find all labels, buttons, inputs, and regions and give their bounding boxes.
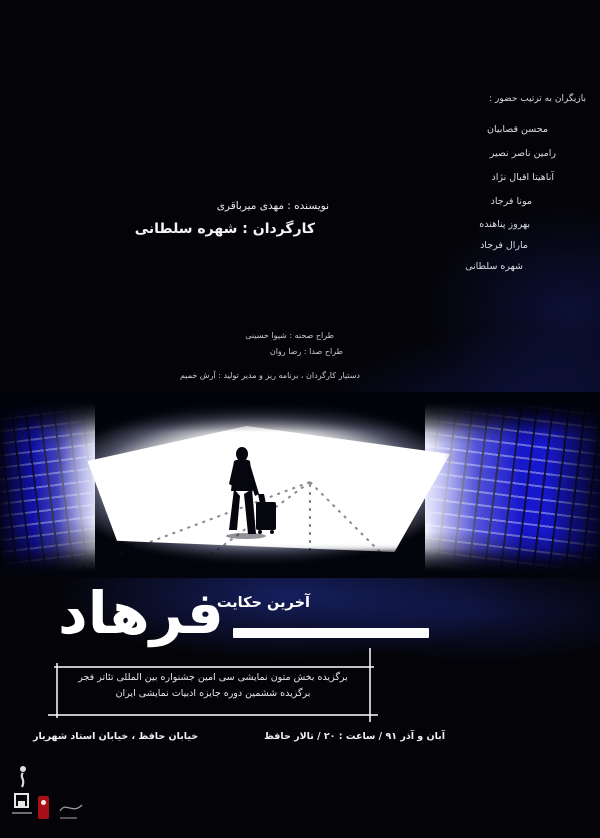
cast-name: مارال فرجاد: [480, 240, 528, 251]
secondary-credit: طراح صحنه : شیوا حسینی: [245, 331, 334, 340]
writer-credit: نویسنده : مهدی میرباقری: [216, 200, 329, 212]
dramatic-arts-red-logo: [38, 796, 49, 819]
director-credit: کارگردان : شهره سلطانی: [134, 221, 315, 237]
man-with-suitcase-silhouette: [212, 444, 280, 540]
schedule-line: [33, 731, 445, 742]
award-box: [60, 672, 366, 704]
award-box-rule-left: [56, 663, 58, 718]
cast-name: مونا فرجاد: [490, 196, 532, 207]
cast-name: بهروز پناهنده: [479, 219, 530, 230]
person-mark-logo: [15, 765, 31, 789]
title-underline-bar: [233, 628, 429, 638]
secondary-credit: دستیار کارگردان ، برنامه ریز و مدیر تولید : آرش خمیم: [179, 371, 360, 380]
logo-caption-mark: [60, 817, 77, 819]
cast-name: رامین ناصر نصیر: [489, 148, 556, 159]
award-line: برگزیده بخش متون نمایشی سی امین جشنواره بین المللی تئاتر فجر: [78, 672, 348, 683]
theater-square-logo: [14, 793, 29, 808]
award-line: برگزیده ششمین دوره جایزه ادبیات نمایشی ایران: [115, 688, 311, 699]
tunnel-floor-shadow: [0, 548, 600, 578]
award-box-rule-right: [369, 648, 371, 722]
festival-scribble-logo: [58, 799, 84, 817]
cast-list-header: بازیگران به ترتیب حضور :: [489, 94, 586, 104]
tunnel-photo: [0, 392, 600, 578]
venue-address: خیابان حافظ ، خیابان استاد شهریار: [33, 731, 199, 742]
cast-name: آناهیتا اقبال نژاد: [491, 172, 554, 183]
venue-datetime: آبان و آذر ۹۱ / ساعت : ۲۰ / تالار حافظ: [263, 731, 445, 742]
cast-name: شهره سلطانی: [465, 261, 523, 272]
show-title-pre: آخرین حکایت: [216, 595, 310, 611]
tunnel-ceiling-shadow: [0, 392, 600, 432]
secondary-credit: طراح صدا : رضا روان: [269, 347, 343, 356]
logo-caption-mark: [12, 812, 32, 814]
show-title-main: فرهاد: [58, 579, 224, 647]
award-box-rule-top: [54, 666, 374, 668]
award-box-rule-bottom: [48, 714, 378, 716]
cast-name: محسن قصابیان: [486, 124, 548, 135]
